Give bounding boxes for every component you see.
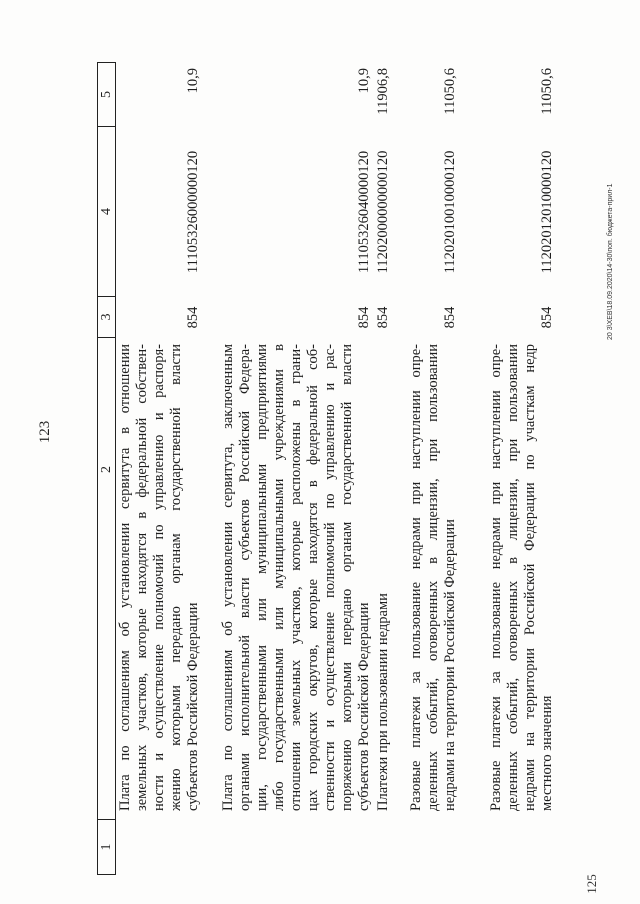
description-line: жению которыми передано органам государственной власти (168, 344, 184, 811)
description-line: Плата по соглашениям об установлении сервитута, заключенным (220, 344, 236, 811)
row-description (220, 344, 373, 811)
administrator-code: 854 (539, 306, 555, 329)
description-line: деленных событий, оговоренных в лицензии, при пользовании (425, 344, 441, 811)
description-line: Плата по соглашениям об установлении сервитута в отношении (117, 344, 133, 811)
description-line: недрами на территории Российской Федерации (442, 519, 458, 811)
description-line: ственности и осуществление полномочий по управлению и рас- (322, 344, 338, 811)
description-line: ции, государственными или муниципальными предприятиями (254, 344, 270, 811)
column-number-5: 5 (98, 63, 115, 127)
description-line: субъектов Российской Федерации (185, 602, 201, 811)
row-description (117, 344, 202, 811)
description-line: деленных событий, оговоренных в лицензии, при пользовании (505, 344, 521, 811)
column-number-2: 2 (98, 338, 115, 820)
description-line: земельных участков, которые находятся в федеральной собствен- (134, 344, 150, 811)
description-line: Разовые платежи за пользование недрами при наступлении опре- (488, 344, 504, 811)
budget-classification-code: 11202000000000120 (375, 150, 391, 274)
amount-value: 11050,6 (539, 68, 555, 115)
table-row (408, 62, 459, 875)
column-number-3: 3 (98, 297, 115, 338)
description-line: недрами на территории Российской Федерации по участкам недр (522, 344, 538, 811)
administrator-code: 854 (375, 306, 391, 329)
description-line: Платежи при пользовании недрами (375, 593, 391, 811)
amount-value: 10,9 (185, 68, 201, 94)
budget-classification-code: 11202010010000120 (442, 150, 458, 274)
row-description (488, 344, 556, 811)
description-line: ности и осуществление полномочий по управлению и распоря- (151, 344, 167, 811)
description-line: Разовые платежи за пользование недрами при наступлении опре- (408, 344, 424, 811)
page-number: 123 (37, 420, 53, 444)
description-line: отношении земельных участков, которые расположены в грани- (288, 344, 304, 811)
budget-classification-code: 11105326000000120 (185, 150, 201, 274)
budget-classification-code: 11202012010000120 (539, 150, 555, 274)
budget-classification-code: 11105326040000120 (356, 150, 372, 274)
description-line: местного значения (539, 695, 555, 811)
description-line: цах городских округов, которые находятся в федеральной соб- (305, 344, 321, 811)
amount-value: 11050,6 (442, 68, 458, 115)
description-line: поряжению которыми передано органам государственной власти (339, 344, 355, 811)
table-row (488, 62, 556, 875)
table-row (220, 62, 373, 875)
description-line: органами исполнительной власти субъектов Российской Федера- (237, 344, 253, 811)
administrator-code: 854 (442, 306, 458, 329)
row-description (408, 344, 459, 811)
table-row (117, 62, 202, 875)
table-row (375, 62, 392, 875)
corner-sheet-number: 125 (584, 874, 599, 894)
revenue-table (97, 62, 572, 875)
amount-value: 10,9 (356, 68, 372, 94)
margin-file-note: 20 3\ХЕВ\18.09.2020\14-30\поп. бюджета-прил-1 (607, 183, 614, 340)
administrator-code: 854 (185, 306, 201, 329)
column-number-1: 1 (99, 843, 114, 851)
column-number-4: 4 (98, 127, 115, 297)
table-header-row (97, 62, 116, 875)
description-line: либо государственными или муниципальными учреждениями в (271, 344, 287, 811)
administrator-code: 854 (356, 306, 372, 329)
row-description (375, 344, 392, 811)
amount-value: 11906,8 (375, 68, 391, 115)
description-line: субъектов Российской Федерации (356, 602, 372, 811)
